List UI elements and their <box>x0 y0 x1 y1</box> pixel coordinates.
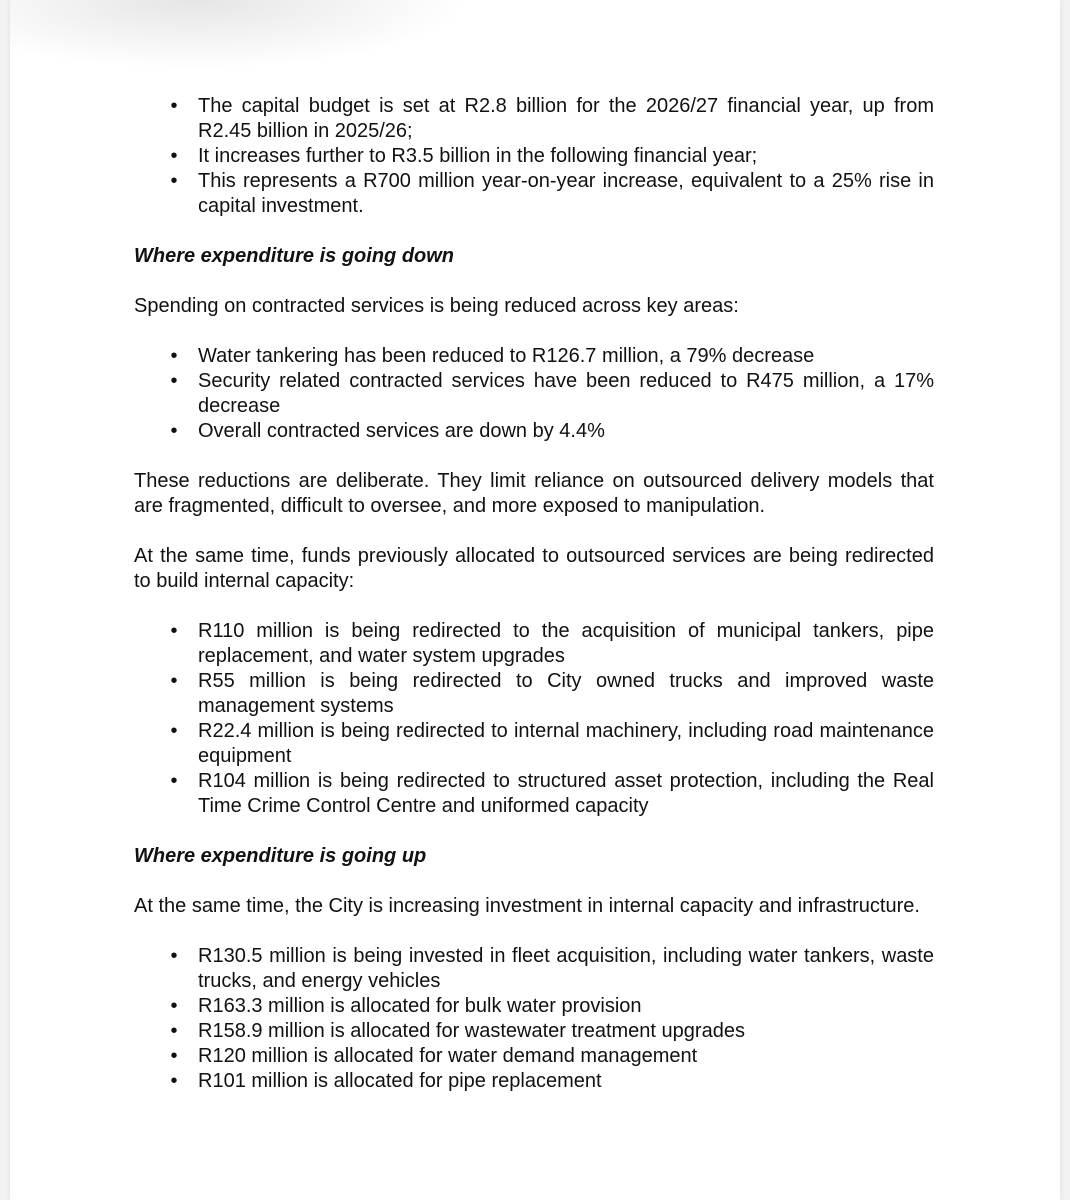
bullet-icon: • <box>170 1070 178 1092</box>
bullet-icon: • <box>170 345 178 367</box>
document-body <box>134 94 934 1094</box>
bullet-icon: • <box>170 1045 178 1067</box>
document-page <box>10 0 1060 1200</box>
section-heading-down: Where expenditure is going down <box>134 245 455 267</box>
investment-list <box>134 944 934 1094</box>
list-item: • R158.9 million is allocated for wastewater treatment upgrades <box>174 1019 934 1044</box>
list-item: • Security related contracted services have been reduced to R475 million, a 17% decrease <box>174 369 934 419</box>
redirect-list <box>134 619 934 819</box>
bullet-icon: • <box>170 945 178 967</box>
list-item: • R55 million is being redirected to City owned trucks and improved waste management systems <box>174 669 934 719</box>
bullet-icon: • <box>170 670 178 692</box>
bullet-icon: • <box>170 995 178 1017</box>
list-item: • The capital budget is set at R2.8 billion for the 2026/27 financial year, up from R2.45 billion in 2025/26; <box>174 94 934 144</box>
list-item: • R101 million is allocated for pipe replacement <box>174 1069 934 1094</box>
section-heading-up: Where expenditure is going up <box>134 845 427 867</box>
list-item: • R120 million is allocated for water demand management <box>174 1044 934 1069</box>
page-shadow <box>10 0 470 70</box>
bullet-icon: • <box>170 370 178 392</box>
list-item: • Water tankering has been reduced to R126.7 million, a 79% decrease <box>174 344 934 369</box>
list-item: • It increases further to R3.5 billion in the following financial year; <box>174 144 934 169</box>
list-item: • Overall contracted services are down by 4.4% <box>174 419 934 444</box>
bullet-icon: • <box>170 95 178 117</box>
list-item: • This represents a R700 million year-on-year increase, equivalent to a 25% rise in capital investment. <box>174 169 934 219</box>
bullet-icon: • <box>170 770 178 792</box>
section-up-intro: At the same time, the City is increasing investment in internal capacity and infrastructure. <box>134 895 920 917</box>
reductions-paragraph: These reductions are deliberate. They limit reliance on outsourced delivery models that are fragmented, difficult to oversee, and more exposed to manipulation. <box>134 470 934 517</box>
list-item: • R130.5 million is being invested in fleet acquisition, including water tankers, waste trucks, and energy vehicles <box>174 944 934 994</box>
bullet-icon: • <box>170 420 178 442</box>
bullet-icon: • <box>170 620 178 642</box>
list-item: • R110 million is being redirected to the acquisition of municipal tankers, pipe replacement, and water system upgrades <box>174 619 934 669</box>
list-item: • R22.4 million is being redirected to internal machinery, including road maintenance equipment <box>174 719 934 769</box>
bullet-icon: • <box>170 1020 178 1042</box>
list-item: • R104 million is being redirected to structured asset protection, including the Real Time Crime Control Centre and uniformed capacity <box>174 769 934 819</box>
redirect-paragraph: At the same time, funds previously allocated to outsourced services are being redirected to build internal capacity: <box>134 545 934 592</box>
capital-budget-list <box>134 94 934 219</box>
list-item: • R163.3 million is allocated for bulk water provision <box>174 994 934 1019</box>
bullet-icon: • <box>170 170 178 192</box>
section-down-intro: Spending on contracted services is being reduced across key areas: <box>134 295 739 317</box>
bullet-icon: • <box>170 720 178 742</box>
bullet-icon: • <box>170 145 178 167</box>
reductions-list <box>134 344 934 444</box>
